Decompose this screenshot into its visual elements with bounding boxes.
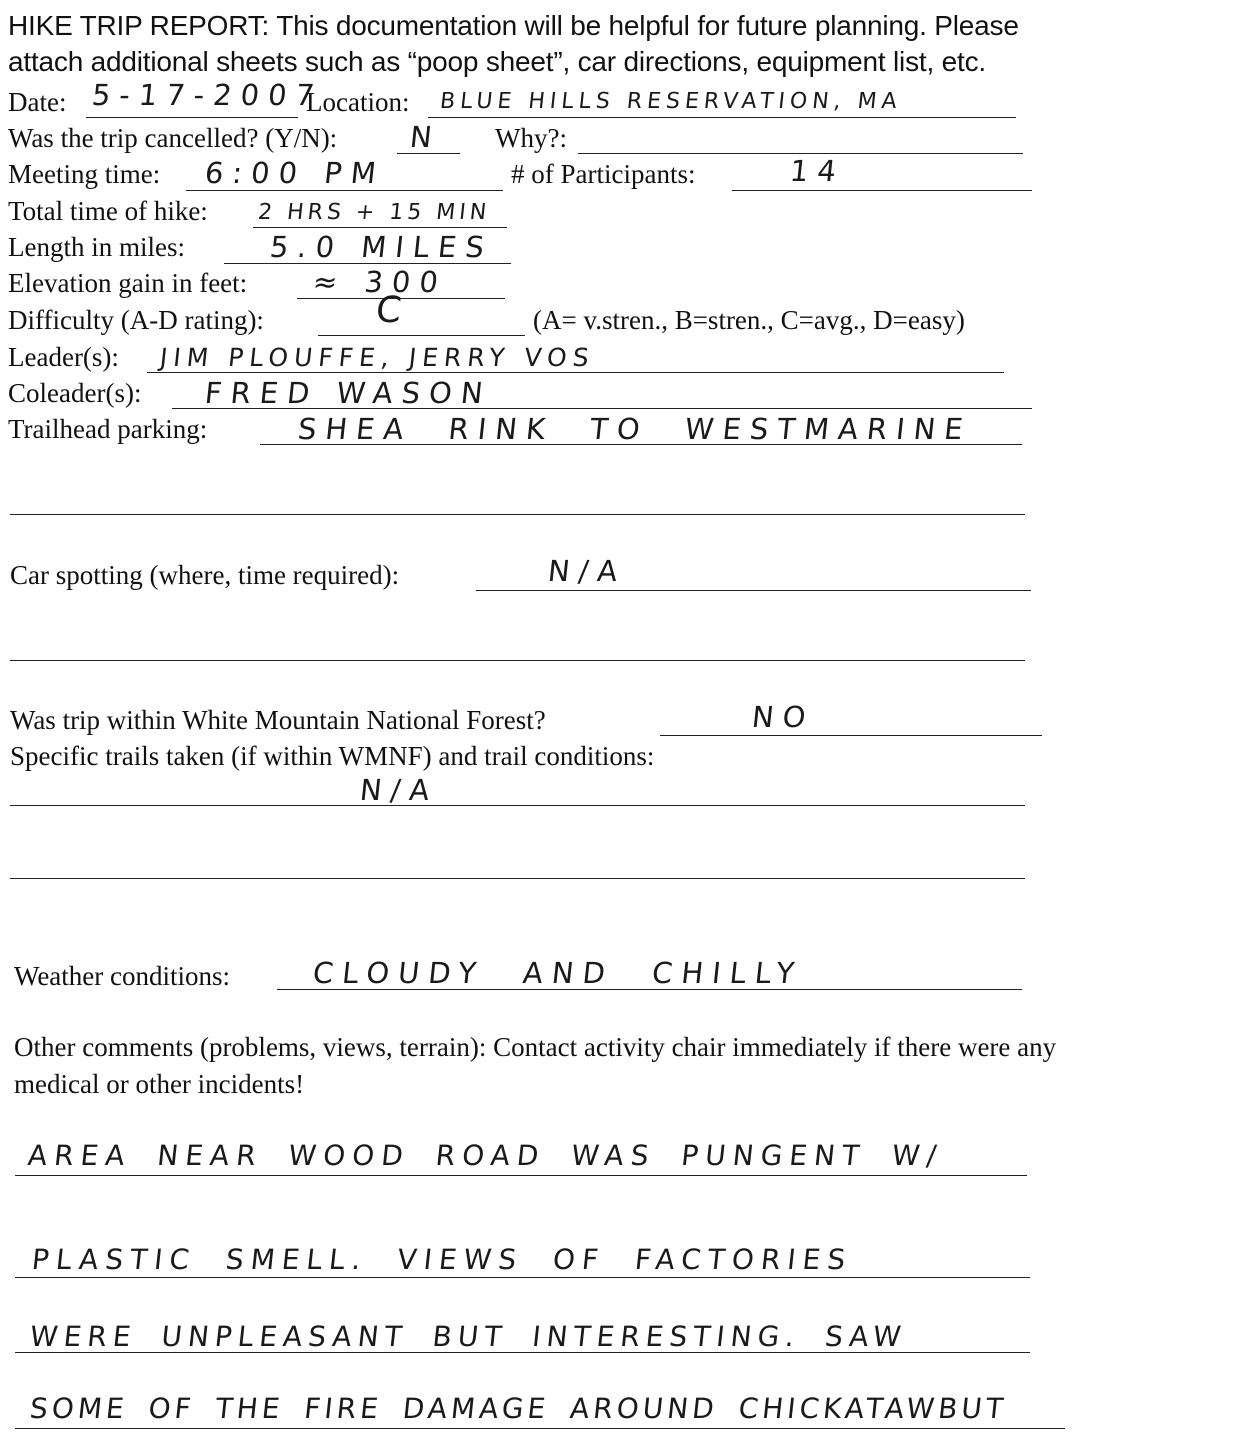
coleaders-label: Coleader(s):	[8, 378, 142, 408]
wmnf-underline	[660, 735, 1042, 736]
date-value: 5-17-2007	[90, 78, 325, 112]
meeting-time-label: Meeting time:	[8, 159, 161, 189]
elevation-value: ≈ 300	[311, 265, 449, 299]
total-time-label: Total time of hike:	[8, 196, 208, 226]
car-spotting-underline	[476, 590, 1031, 591]
trailhead-label: Trailhead parking:	[8, 414, 208, 444]
weather-label: Weather conditions:	[14, 961, 231, 991]
elevation-label: Elevation gain in feet:	[8, 268, 248, 298]
coleaders-value: FRED WASON	[203, 376, 494, 410]
why-label: Why?:	[495, 123, 567, 153]
weather-value: CLOUDY AND CHILLY	[311, 956, 805, 990]
difficulty-label: Difficulty (A-D rating):	[8, 305, 264, 335]
cancelled-label: Was the trip cancelled? (Y/N):	[8, 123, 338, 153]
meeting-time-underline	[186, 190, 503, 191]
form-header-line-2: attach additional sheets such as “poop sheet”, car directions, equipment list, etc.	[8, 46, 986, 77]
comments-line-4	[15, 1428, 1065, 1429]
trails-label: Specific trails taken (if within WMNF) and trail conditions:	[10, 741, 655, 771]
date-underline	[86, 117, 298, 118]
leaders-label: Leader(s):	[8, 342, 119, 372]
wmnf-value: NO	[750, 700, 817, 734]
comments-label-line-2: medical or other incidents!	[14, 1069, 305, 1099]
leaders-value: JIM PLOUFFE, JERRY VOS	[158, 343, 597, 372]
length-label: Length in miles:	[8, 232, 185, 262]
comments-line-1	[15, 1175, 1027, 1176]
trails-line-2	[10, 878, 1025, 879]
comments-text-line-3: WERE UNPLEASANT BUT INTERESTING. SAW	[28, 1320, 909, 1353]
difficulty-key: (A= v.stren., B=stren., C=avg., D=easy)	[533, 305, 965, 335]
comments-label-line-1: Other comments (problems, views, terrain): Contact activity chair immediately if there were any	[14, 1032, 1057, 1062]
participants-value: 14	[788, 154, 847, 188]
total-time-value: 2 HRS + 15 MIN	[256, 200, 492, 225]
comments-line-2	[15, 1277, 1030, 1278]
trails-line-1	[10, 805, 1025, 806]
trails-value: N/A	[358, 773, 441, 807]
difficulty-underline	[318, 335, 525, 336]
car-spotting-value: N/A	[546, 554, 629, 588]
car-spotting-extra-line	[10, 660, 1025, 661]
participants-underline	[732, 190, 1032, 191]
location-underline	[428, 117, 1016, 118]
form-header-line-1: HIKE TRIP REPORT: This documentation will be helpful for future planning. Please	[8, 10, 1019, 41]
difficulty-value: C	[373, 290, 413, 331]
comments-text-line-4: SOME OF THE FIRE DAMAGE AROUND CHICKATAWBUT	[28, 1392, 1009, 1425]
wmnf-label: Was trip within White Mountain National Forest?	[10, 705, 546, 735]
comments-text-line-2: PLASTIC SMELL. VIEWS OF FACTORIES	[30, 1243, 854, 1276]
location-value: BLUE HILLS RESERVATION, MA	[438, 89, 903, 114]
cancelled-value: N	[408, 120, 443, 154]
date-label: Date:	[8, 87, 67, 117]
comments-text-line-1: AREA NEAR WOOD ROAD WAS PUNGENT W/	[26, 1139, 945, 1172]
trailhead-value: SHEA RINK TO WESTMARINE	[296, 412, 974, 446]
location-label: Location:	[306, 87, 410, 117]
meeting-time-value: 6:00 PM	[203, 156, 387, 190]
length-value: 5.0 MILES	[268, 230, 495, 264]
trailhead-extra-line	[10, 514, 1025, 515]
participants-label: # of Participants:	[511, 159, 696, 189]
car-spotting-label: Car spotting (where, time required):	[10, 560, 400, 590]
